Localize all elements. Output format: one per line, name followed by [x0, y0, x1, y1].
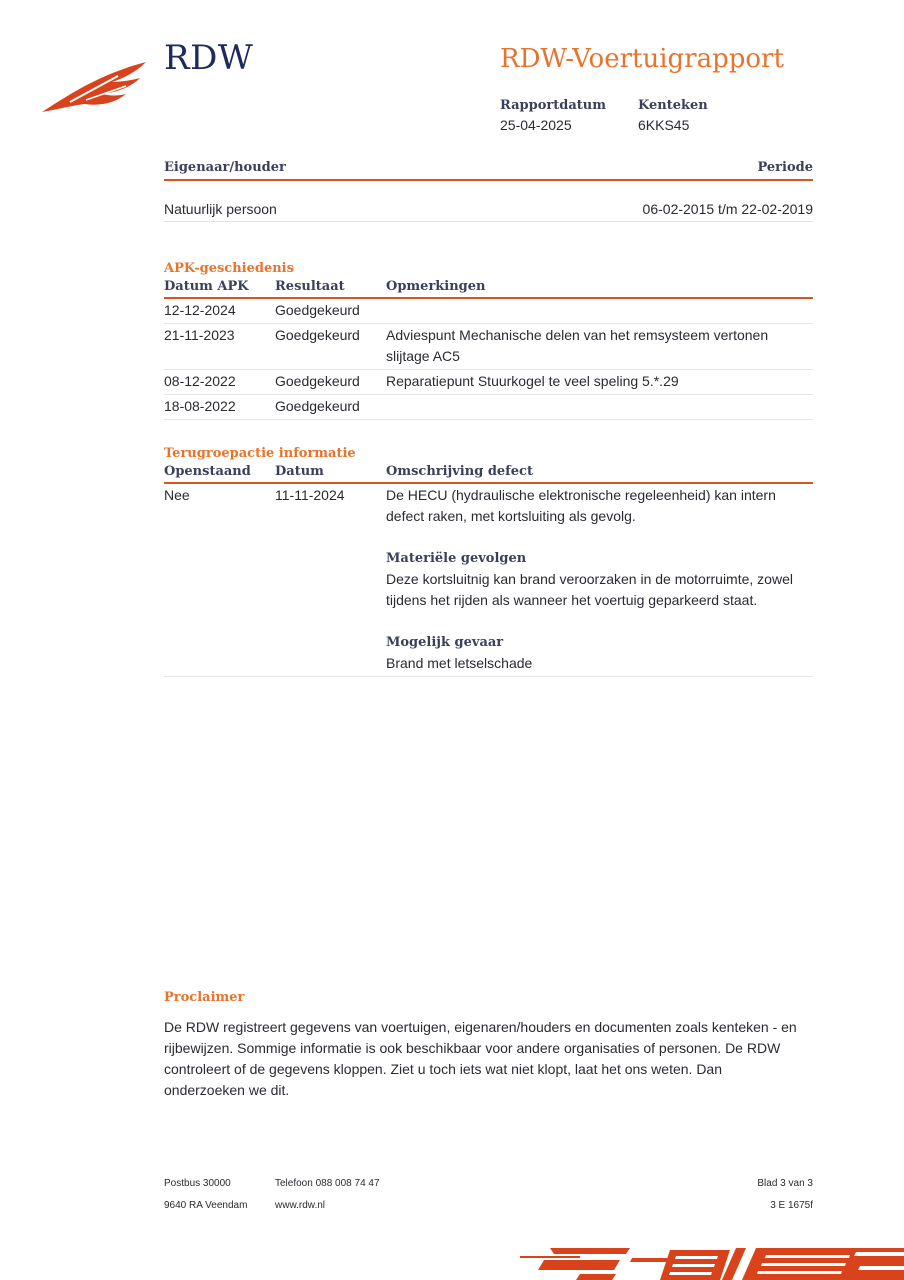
- owner-column-header: Eigenaar/houder: [164, 160, 286, 175]
- footer-phone: Telefoon 088 008 74 47: [275, 1178, 380, 1189]
- rdw-wing-logo-icon: [40, 52, 150, 116]
- apk-table: [164, 277, 813, 420]
- table-row: [164, 395, 813, 420]
- apk-remarks: [386, 395, 813, 420]
- period-column-header: Periode: [757, 160, 813, 175]
- owner-section: [164, 160, 813, 222]
- apk-header-result: Resultaat: [275, 277, 386, 298]
- consequences-text: Deze kortsluitnig kan brand veroorzaken in de motorruimte, zowel tijdens het rijden als wanneer het voertuig geparkeerd staat.: [386, 571, 793, 608]
- footer-contact: [275, 1173, 380, 1217]
- apk-result: Goedgekeurd: [275, 298, 386, 324]
- apk-remarks: Adviespunt Mechanische delen van het remsysteem vertonen slijtage AC5: [386, 324, 813, 370]
- recall-header-date: Datum: [275, 462, 386, 483]
- report-date-label: Rapportdatum: [500, 98, 606, 113]
- footer-code: 3 E 1675f: [770, 1200, 813, 1211]
- apk-header-remarks: Opmerkingen: [386, 277, 813, 298]
- recall-defect-text: De HECU (hydraulische elektronische regeleenheid) kan intern defect raken, met kortsluiting als gevolg.: [386, 487, 776, 524]
- disclaimer-title: Proclaimer: [164, 990, 245, 1005]
- report-title: RDW-Voertuigrapport: [500, 44, 784, 74]
- table-row: [164, 298, 813, 324]
- table-header-row: [164, 462, 813, 483]
- apk-section: [164, 261, 813, 420]
- stripes-decoration-icon: [520, 1244, 904, 1280]
- table-row: [164, 483, 813, 677]
- report-date-block: [500, 98, 606, 133]
- apk-header-date: Datum APK: [164, 277, 275, 298]
- recall-date: 11-11-2024: [275, 483, 386, 677]
- apk-date: 08-12-2022: [164, 370, 275, 395]
- consequences-heading: Materiële gevolgen: [386, 551, 527, 566]
- apk-date: 12-12-2024: [164, 298, 275, 324]
- table-row: [164, 324, 813, 370]
- footer-website[interactable]: www.rdw.nl: [275, 1200, 326, 1211]
- disclaimer-text: De RDW registreert gegevens van voertuigen, eigenaren/houders en documenten zoals kenteken - en rijbewijzen. Sommige informatie is ook beschikbaar voor andere organisaties of personen. De RDW controleert of de gegevens kloppen. Ziet u toch iets wat niet klopt, laat het ons weten. Dan onderzoeken we dit.: [164, 1019, 797, 1098]
- report-date-value: 25-04-2025: [500, 117, 572, 133]
- apk-remarks: [386, 298, 813, 324]
- apk-result: Goedgekeurd: [275, 395, 386, 420]
- recall-header-defect: Omschrijving defect: [386, 462, 813, 483]
- disclaimer-section: [164, 990, 804, 1101]
- owner-header-row: [164, 160, 813, 181]
- apk-result: Goedgekeurd: [275, 324, 386, 370]
- footer-address: [164, 1173, 247, 1217]
- recall-header-open: Openstaand: [164, 462, 275, 483]
- apk-remarks: Reparatiepunt Stuurkogel te veel speling 5.*.29: [386, 370, 813, 395]
- recall-section: [164, 446, 813, 677]
- owner-row: [164, 181, 813, 222]
- apk-result: Goedgekeurd: [275, 370, 386, 395]
- danger-heading: Mogelijk gevaar: [386, 635, 504, 650]
- recall-title: Terugroepactie informatie: [164, 446, 356, 461]
- table-header-row: [164, 277, 813, 298]
- recall-table: [164, 462, 813, 677]
- footer-page-info: [757, 1173, 813, 1217]
- apk-date: 18-08-2022: [164, 395, 275, 420]
- footer-page-number: Blad 3 van 3: [757, 1178, 813, 1189]
- recall-open: Nee: [164, 483, 275, 677]
- plate-block: [638, 98, 708, 133]
- plate-label: Kenteken: [638, 98, 708, 113]
- owner-type: Natuurlijk persoon: [164, 201, 277, 217]
- danger-text: Brand met letselschade: [386, 655, 533, 671]
- footer-city: 9640 RA Veendam: [164, 1200, 248, 1211]
- owner-period: 06-02-2015 t/m 22-02-2019: [642, 201, 813, 217]
- table-row: [164, 370, 813, 395]
- recall-description: [386, 483, 813, 677]
- brand-name: RDW: [164, 38, 254, 78]
- apk-title: APK-geschiedenis: [164, 261, 294, 276]
- plate-value: 6KKS45: [638, 117, 690, 133]
- footer-postbus: Postbus 30000: [164, 1178, 231, 1189]
- apk-date: 21-11-2023: [164, 324, 275, 370]
